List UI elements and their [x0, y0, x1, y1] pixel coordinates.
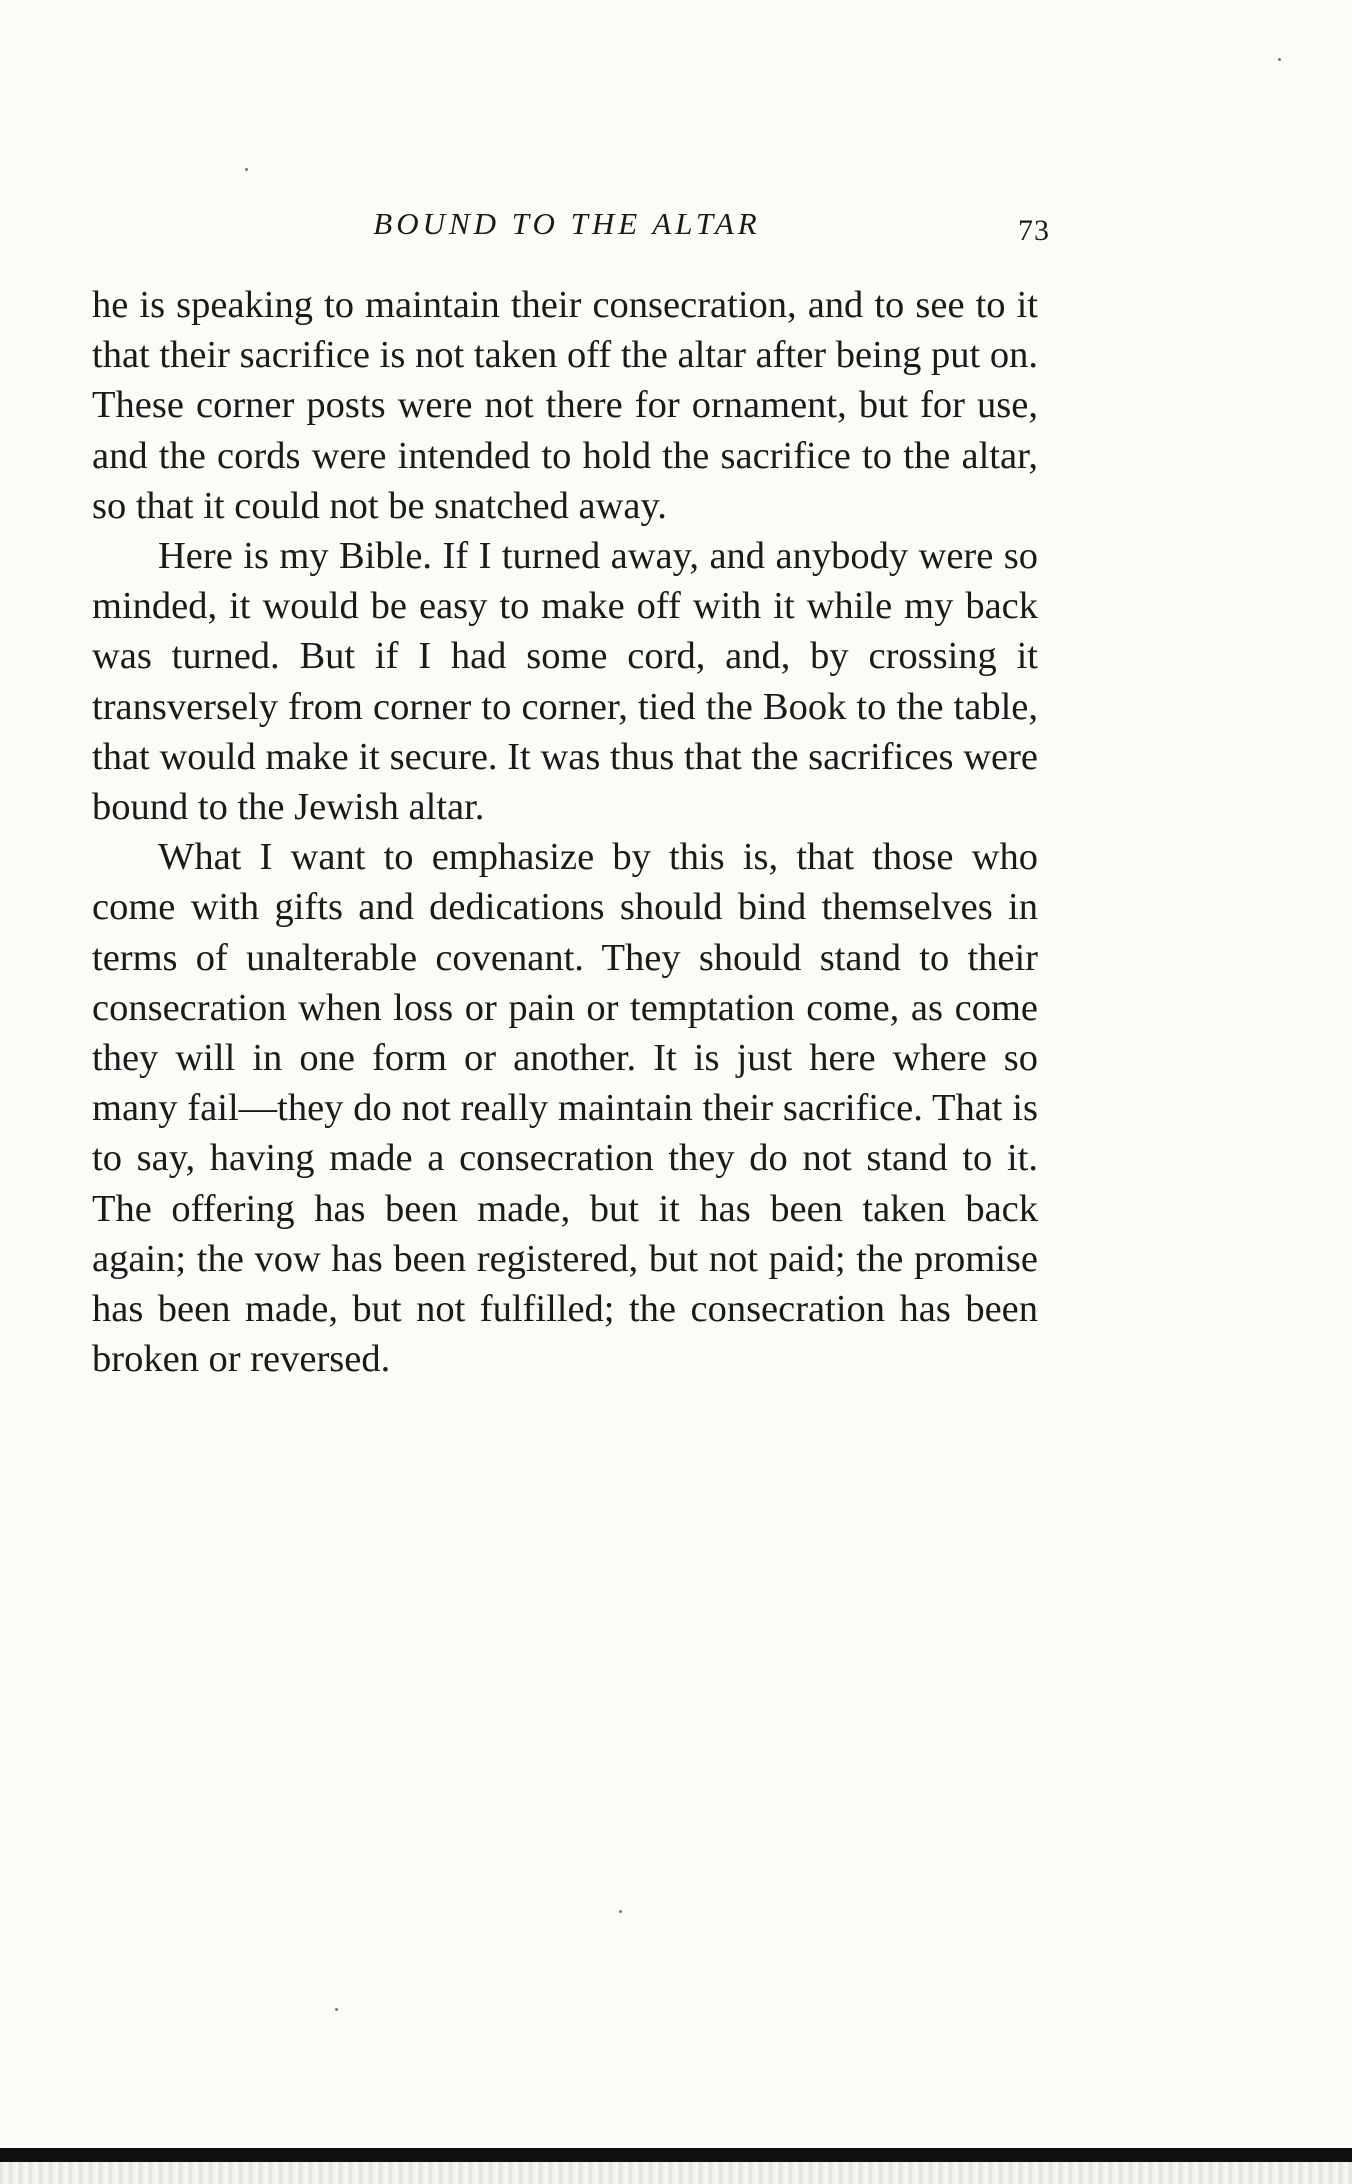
scan-speck — [335, 2008, 338, 2011]
paragraph-2: Here is my Bible. If I turned away, and anybody were so minded, it would be easy to make off with it while my back was turned. But if I had some cord, and, by crossing it transversely from corner to corner, tied the Book to the table, that would make it secure. It was thus that the sacrifices were bound to the Jewish altar. — [92, 535, 1038, 829]
running-head — [92, 200, 1050, 250]
scan-speck — [245, 168, 248, 171]
page-number: 73 — [1018, 214, 1050, 247]
body-text — [92, 280, 1038, 1384]
scan-edge-rule — [0, 2148, 1352, 2162]
scan-speck — [1278, 58, 1281, 61]
paragraph-1: he is speaking to maintain their consecration, and to see to it that their sacrifice is not taken off the altar after being put on. These corner posts were not there for ornament, but for use, and the cords were intended to hold the sacrifice to the altar, so that it could not be snatched away. — [92, 284, 1038, 527]
running-title: BOUND TO THE ALTAR — [373, 206, 761, 241]
paragraph-3: What I want to emphasize by this is, that those who come with gifts and dedications should bind themselves in terms of unalterable covenant. They should stand to their consecration when loss or pain or temptation come, as come they will in one form or another. It is just here where so many fail—they do not really maintain their sacrifice. That is to say, having made a consecration they do not stand to it. The offering has been made, but it has been taken back again; the vow has been registered, but not paid; the promise has been made, but not fulfilled; the consecration has been broken or reversed. — [92, 836, 1038, 1381]
scan-edge-noise — [0, 2162, 1352, 2184]
scan-speck — [619, 1910, 622, 1913]
